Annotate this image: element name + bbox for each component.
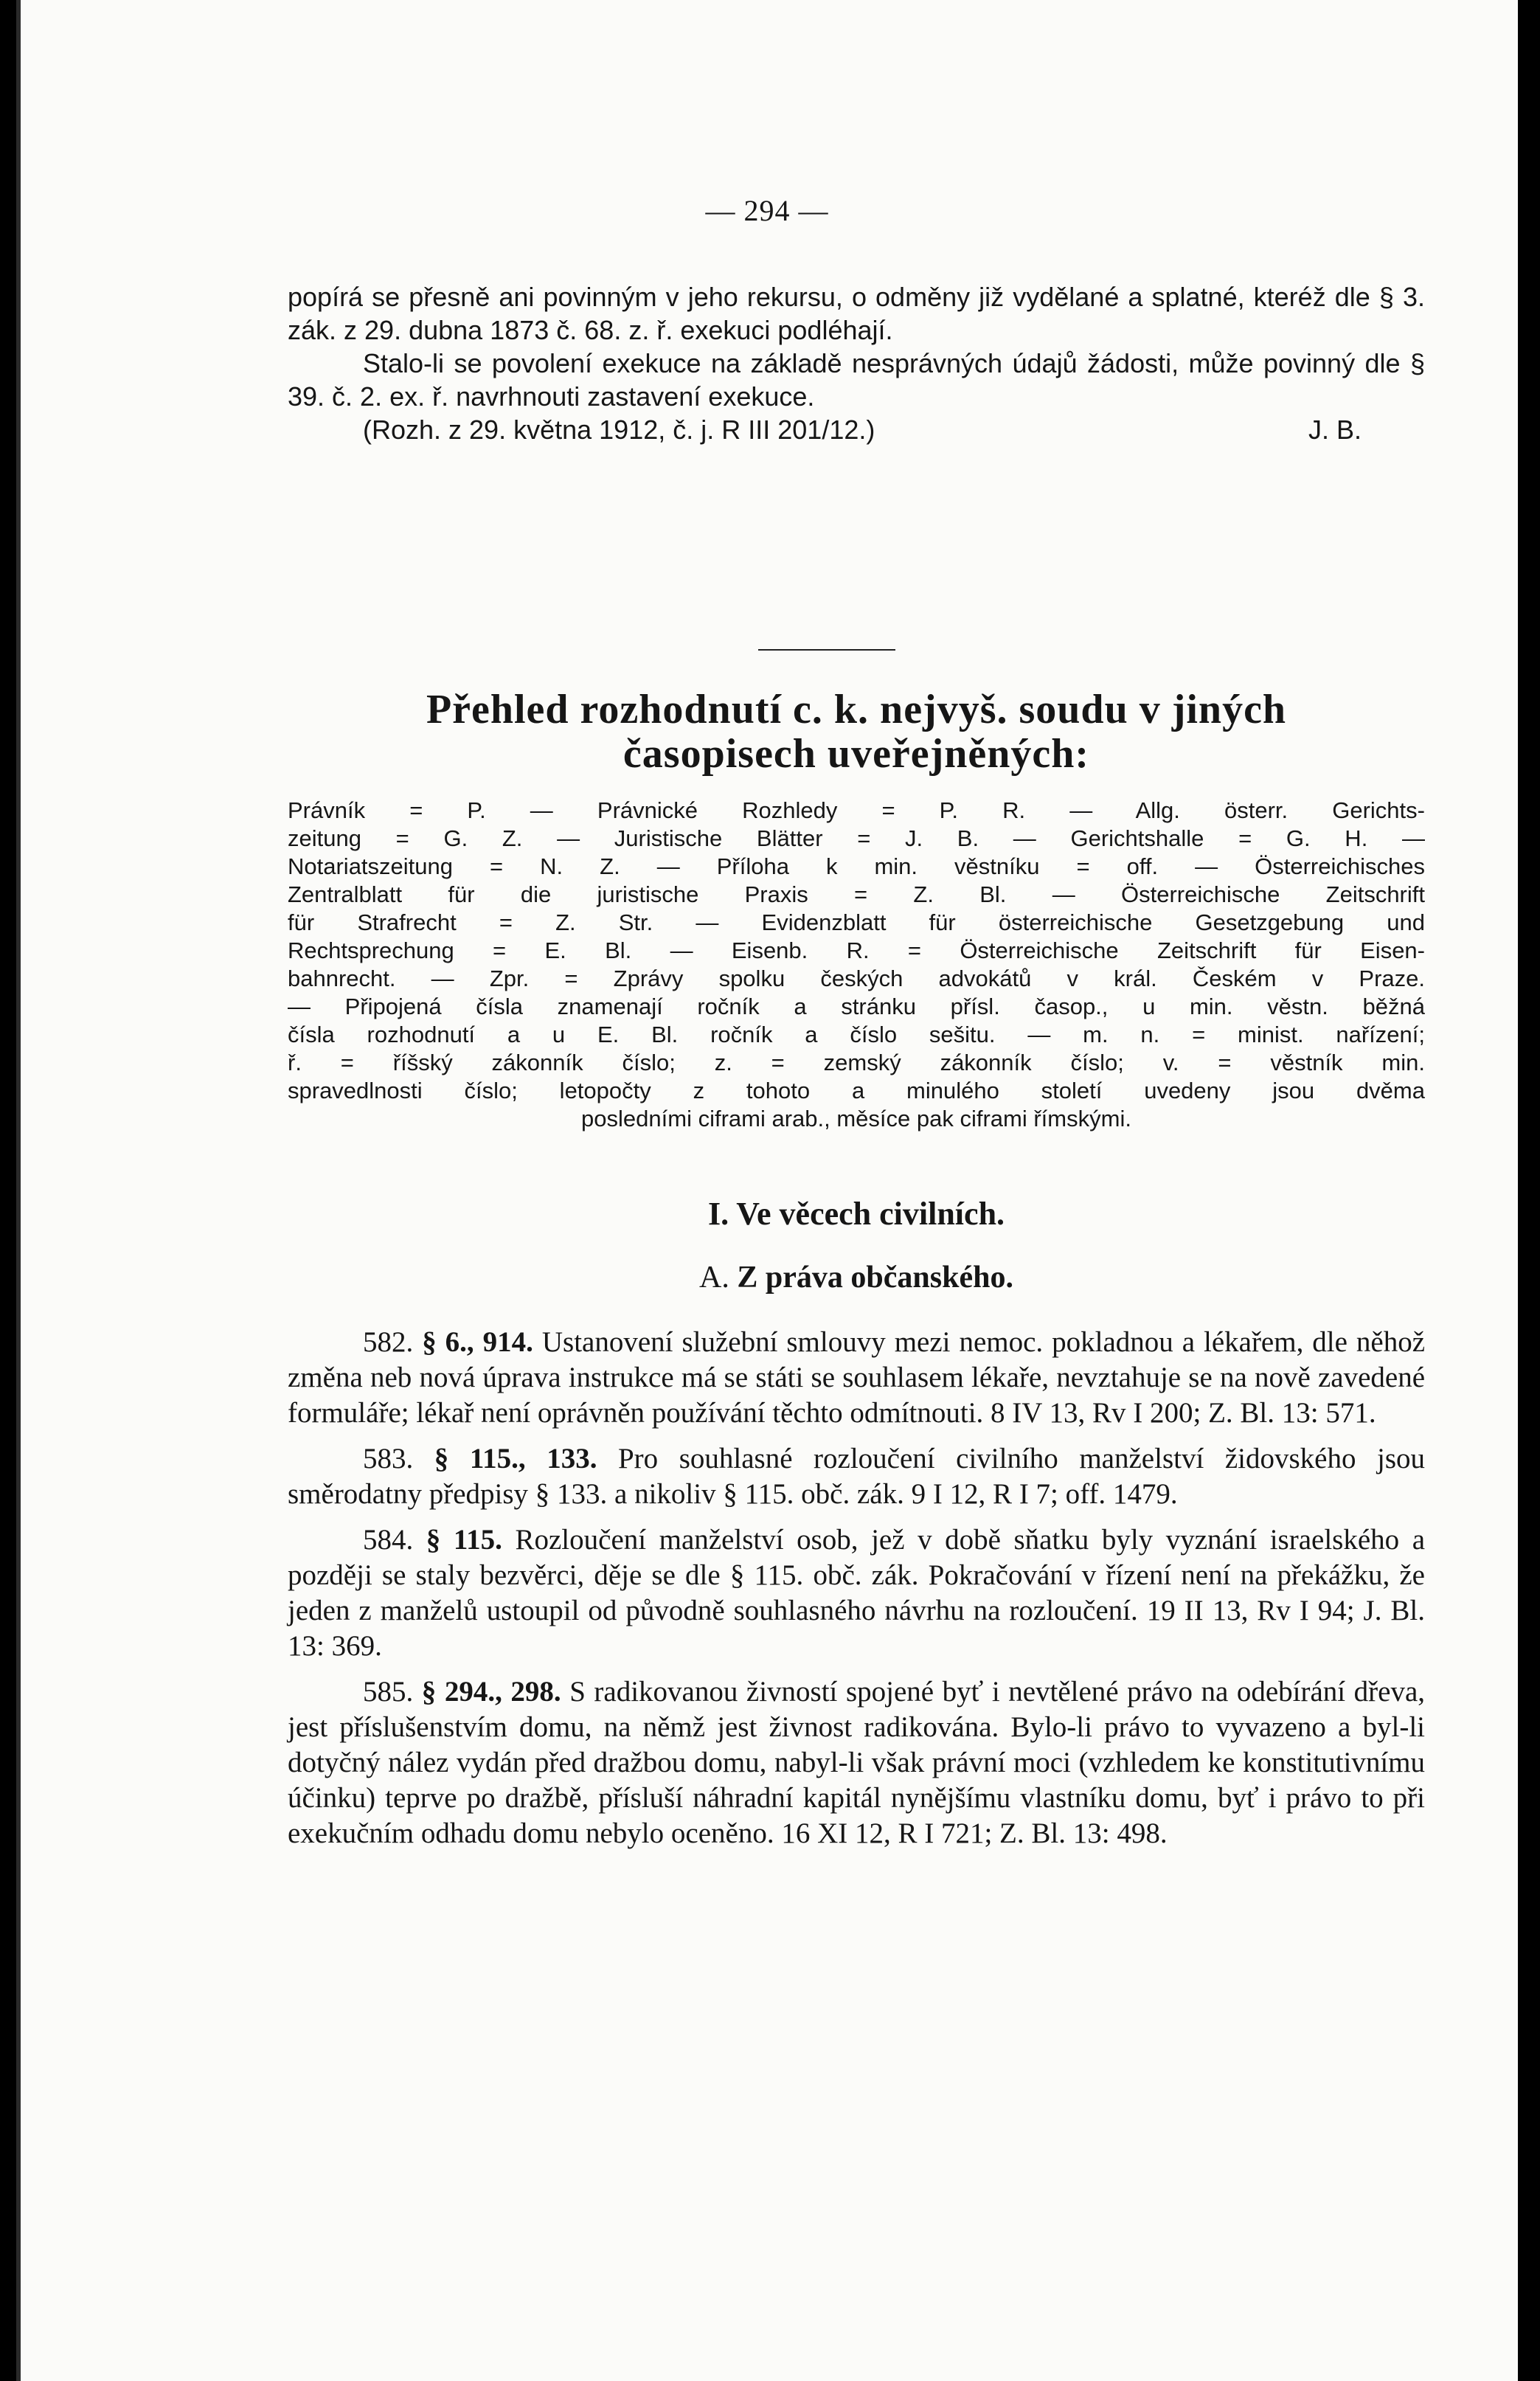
decision-text: Rozloučení manželství osob, jež v době sňatku byly vyznání israelského a později se staly bezvěrci, děje se dle § 115. obč. zák. Pokračování v řízení není na překážku, že jeden z manželů ustoupil od původně souhlasného návrhu na rozloučení. 19 II 13, Rv I 94; J. Bl. 13: 369. — [288, 1524, 1426, 1662]
abbreviation-legend — [288, 797, 1425, 1133]
intro-paragraph-1: popírá se přesně ani povinným v jeho rekursu, o odměny již vydělané a splatné, kteréž dle § 3. zák. z 29. dubna 1873 č. 68. z. ř. exekuci podléhají. — [288, 282, 1425, 345]
section-heading: I. Ve věcech civilních. — [707, 1196, 1005, 1232]
decision-text: S radikovanou živností spojené byť i nevtělené právo na odebírání dřeva, jest příslušenstvím domu, na němž jest živnost radikována. Bylo-li právo to vyvazeno a byl-li dotyčný nález vydán před dražbou domu, nabyl-li však právní moci (vzhledem ke konstitutivnímu účinku) teprve po dražbě, přísluší náhradní kapitál nynějšímu vlastníku domu, byť i právo to při exekučním odhadu domu nebylo oceněno. 16 XI 12, R I 721; Z. Bl. 13: 498. — [288, 1676, 1426, 1849]
scan-edge — [16, 0, 21, 2381]
decision-sections: § 6., 914. — [422, 1326, 533, 1358]
decision-number: 582. — [363, 1326, 414, 1358]
separator-rule — [758, 649, 895, 651]
page-number: — 294 — — [705, 194, 829, 227]
legend-line: Notariatszeitung = N. Z. — Příloha k min. věstníku = off. — Österreichisches — [288, 853, 1425, 879]
legend-line: bahnrecht. — Zpr. = Zprávy spolku českých advokátů v král. Českém v Praze. — [288, 966, 1425, 991]
legend-lines — [288, 797, 1425, 1105]
intro-paragraph-2: Stalo-li se povolení exekuce na základě nesprávných údajů žádosti, může povinný dle § 39. č. 2. ex. ř. navrhnouti zastavení exekuce. — [288, 348, 1425, 412]
decision-number: 584. — [363, 1524, 414, 1556]
subsection-heading — [288, 1260, 1425, 1295]
overview-heading — [288, 687, 1425, 776]
subsection-letter: A. — [699, 1261, 729, 1295]
citation-row — [288, 413, 1425, 446]
legend-line: Právník = P. — Právnické Rozhledy = P. R. — Allg. österr. Gerichts- — [288, 797, 1425, 823]
author-initials: J. B. — [1308, 415, 1362, 445]
legend-line: für Strafrecht = Z. Str. — Evidenzblatt für österreichische Gesetzgebung und — [288, 909, 1425, 935]
subsection-title: Z práva občanského. — [737, 1261, 1013, 1295]
decision-entry — [288, 1325, 1425, 1431]
legend-last-line: posledními ciframi arab., měsíce pak ciframi římskými. — [581, 1106, 1131, 1131]
legend-line: spravedlnosti číslo; letopočty z tohoto a minulého století uvedeny jsou dvěma — [288, 1078, 1425, 1103]
legend-line: čísla rozhodnutí a u E. Bl. ročník a číslo sešitu. — m. n. = minist. nařízení; — [288, 1022, 1425, 1047]
legend-line: Zentralblatt für die juristische Praxis = Z. Bl. — Österreichische Zeitschrift — [288, 881, 1425, 907]
decision-number: 583. — [363, 1443, 414, 1474]
overview-heading-line-1: Přehled rozhodnutí c. k. nejvyš. soudu v jiných — [426, 687, 1287, 732]
decision-paragraph — [288, 1522, 1425, 1664]
citation: (Rozh. z 29. května 1912, č. j. R III 201/12.) — [363, 415, 875, 445]
decision-text: Pro souhlasné rozloučení civilního manželství židovského jsou směrodatny předpisy § 133. a nikoliv § 115. obč. zák. 9 I 12, R I 7; off. 1479. — [288, 1443, 1425, 1510]
decision-paragraph — [288, 1325, 1425, 1431]
legend-line: zeitung = G. Z. — Juristische Blätter = J. B. — Gerichtshalle = G. H. — — [288, 825, 1425, 851]
legend-line: — Připojená čísla znamenají ročník a stránku přísl. časop., u min. věstn. běžná — [288, 994, 1425, 1019]
decision-text: Ustanovení služební smlouvy mezi nemoc. pokladnou a lékařem, dle něhož změna neb nová úprava instrukce má se státi se souhlasem lékaře, nevztahuje se na nově zavedené formuláře; lékař není oprávněn používání těchto odmítnouti. 8 IV 13, Rv I 200; Z. Bl. 13: 571. — [288, 1326, 1426, 1429]
intro-block — [288, 280, 1425, 446]
decision-paragraph — [288, 1441, 1425, 1512]
decision-number: 585. — [363, 1676, 414, 1708]
decision-entry — [288, 1522, 1425, 1664]
book-page — [16, 0, 1518, 2381]
decision-entry — [288, 1441, 1425, 1512]
decision-sections: § 115. — [426, 1524, 502, 1556]
decision-entry — [288, 1674, 1425, 1851]
decision-sections: § 115., 133. — [434, 1443, 597, 1474]
overview-heading-line-2: časopisech uveřejněných: — [622, 731, 1090, 777]
decision-entries — [288, 1325, 1425, 1862]
decision-paragraph — [288, 1674, 1425, 1851]
legend-line: Rechtsprechung = E. Bl. — Eisenb. R. = Österreichische Zeitschrift für Eisen- — [288, 938, 1425, 963]
legend-line: ř. = říšský zákonník číslo; z. = zemský zákonník číslo; v. = věstník min. — [288, 1050, 1425, 1075]
decision-sections: § 294., 298. — [421, 1676, 561, 1708]
